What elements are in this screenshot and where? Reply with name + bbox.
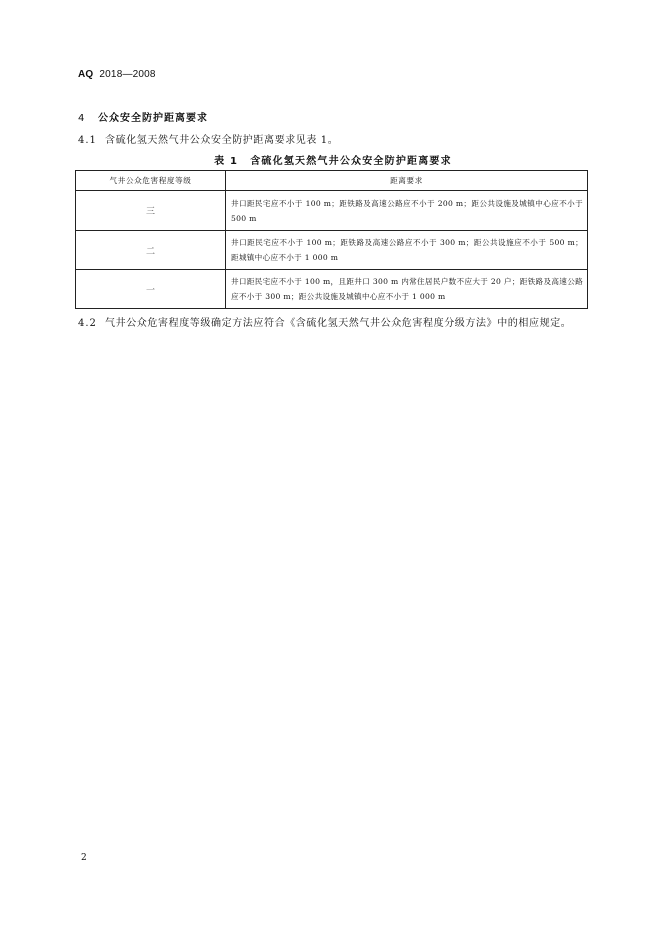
hazard-level-cell: 三: [76, 191, 226, 231]
column-header-level: 气井公众危害程度等级: [76, 171, 226, 191]
table-caption: [78, 152, 588, 167]
clause-number: 4.2: [78, 318, 97, 329]
section-number: 4: [78, 113, 86, 124]
table-header-row: [76, 171, 588, 191]
clause-4-2: [78, 316, 588, 332]
clause-4-1: [78, 133, 588, 149]
clause-text: 含硫化氢天然气井公众安全防护距离要求见表 1。: [105, 135, 339, 146]
distance-requirements-table: [75, 170, 588, 309]
requirement-cell: 井口距民宅应不小于 100 m，且距井口 300 m 内常住居民户数不应大于 20 户；距铁路及高速公路应不小于 300 m；距公共设施及城镇中心应不小于 1 000 m: [226, 270, 588, 309]
column-header-requirement: 距离要求: [226, 171, 588, 191]
standard-prefix: AQ: [78, 69, 94, 80]
table-row: [76, 270, 588, 309]
section-heading: [78, 109, 208, 124]
requirement-cell: 井口距民宅应不小于 100 m；距铁路及高速公路应不小于 300 m；距公共设施应不小于 500 m；距城镇中心应不小于 1 000 m: [226, 231, 588, 270]
clause-number: 4.1: [78, 135, 97, 146]
hazard-level-cell: 二: [76, 231, 226, 270]
table-row: [76, 231, 588, 270]
standard-number: 2018—2008: [99, 69, 156, 80]
page-number: 2: [81, 853, 87, 863]
table-row: [76, 191, 588, 231]
hazard-level-cell: 一: [76, 270, 226, 309]
table-caption-title: 含硫化氢天然气井公众安全防护距离要求: [250, 156, 452, 167]
requirement-cell: 井口距民宅应不小于 100 m；距铁路及高速公路应不小于 200 m；距公共设施及城镇中心应不小于 500 m: [226, 191, 588, 231]
running-header: [78, 69, 156, 80]
table-caption-number: 表 1: [214, 156, 239, 167]
clause-text: 气井公众危害程度等级确定方法应符合《含硫化氢天然气井公众危害程度分级方法》中的相应规定。: [105, 318, 572, 329]
section-title: 公众安全防护距离要求: [98, 113, 208, 124]
